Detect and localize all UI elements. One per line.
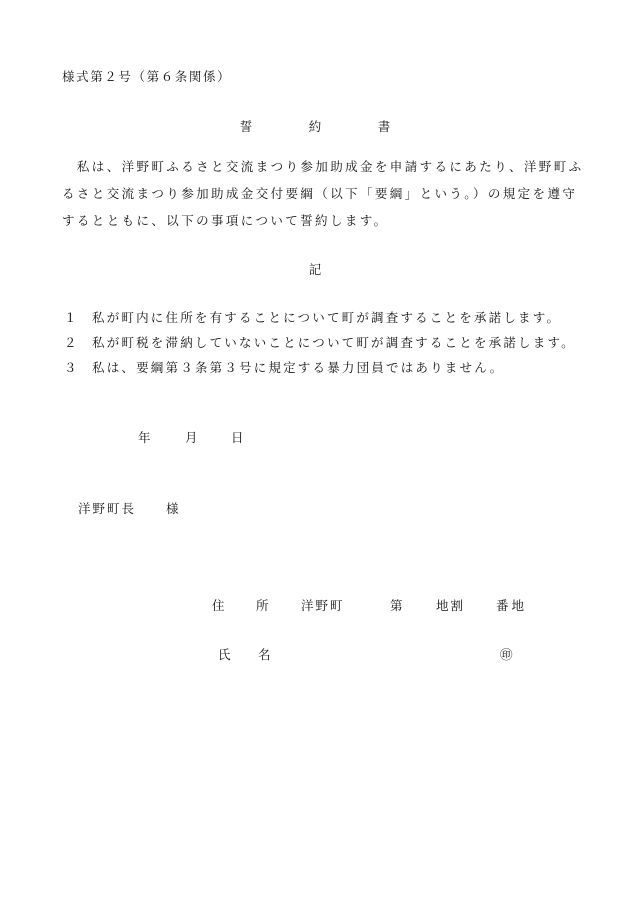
item-number: １ (64, 310, 79, 325)
addressee (78, 499, 181, 517)
address-town: 洋野町 (301, 598, 345, 613)
date-day: 日 (231, 430, 244, 445)
item-text: 私が町内に住所を有することについて町が調査することを承諾します。 (92, 310, 562, 325)
date-line (138, 428, 244, 446)
item-number: ２ (64, 335, 79, 350)
address-label-char: 所 (256, 598, 269, 613)
paragraph-line: 私は、洋野町ふるさと交流まつり参加助成金を申請するにあたり、洋野町ふ (62, 159, 584, 174)
form-number-label: 様式第２号（第６条関係） (62, 69, 232, 84)
item-text: 私は、要綱第３条第３号に規定する暴力団員ではありません。 (92, 360, 505, 375)
pledge-item (64, 305, 576, 330)
date-year: 年 (138, 430, 151, 445)
name-label-char: 名 (258, 647, 271, 662)
address-chiwari: 地割 (436, 598, 466, 613)
document-title: 誓 約 書 (239, 119, 413, 134)
address-banchi: 番地 (496, 598, 528, 613)
pledge-item (64, 355, 576, 380)
address-label-char: 住 (212, 598, 225, 613)
pledge-items-list (64, 305, 576, 380)
addressee-name: 洋野町長 (78, 501, 137, 516)
ki-heading: 記 (308, 262, 322, 277)
address-line (212, 596, 527, 614)
item-number: ３ (64, 360, 79, 375)
address-dai: 第 (390, 598, 403, 613)
addressee-honorific: 様 (166, 501, 181, 516)
paragraph-line: るさと交流まつり参加助成金交付要綱（以下「要綱」という。）の規定を遵守 (62, 186, 578, 201)
paragraph-line: するとともに、以下の事項について誓約します。 (62, 213, 389, 228)
pledge-item (64, 330, 576, 355)
pledge-paragraph (62, 153, 582, 234)
name-line (218, 645, 513, 663)
name-label-char: 氏 (218, 647, 231, 662)
seal-mark: ㊞ (500, 647, 513, 662)
item-text: 私が町税を滞納していないことについて町が調査することを承諾します。 (92, 335, 576, 350)
date-month: 月 (185, 430, 198, 445)
